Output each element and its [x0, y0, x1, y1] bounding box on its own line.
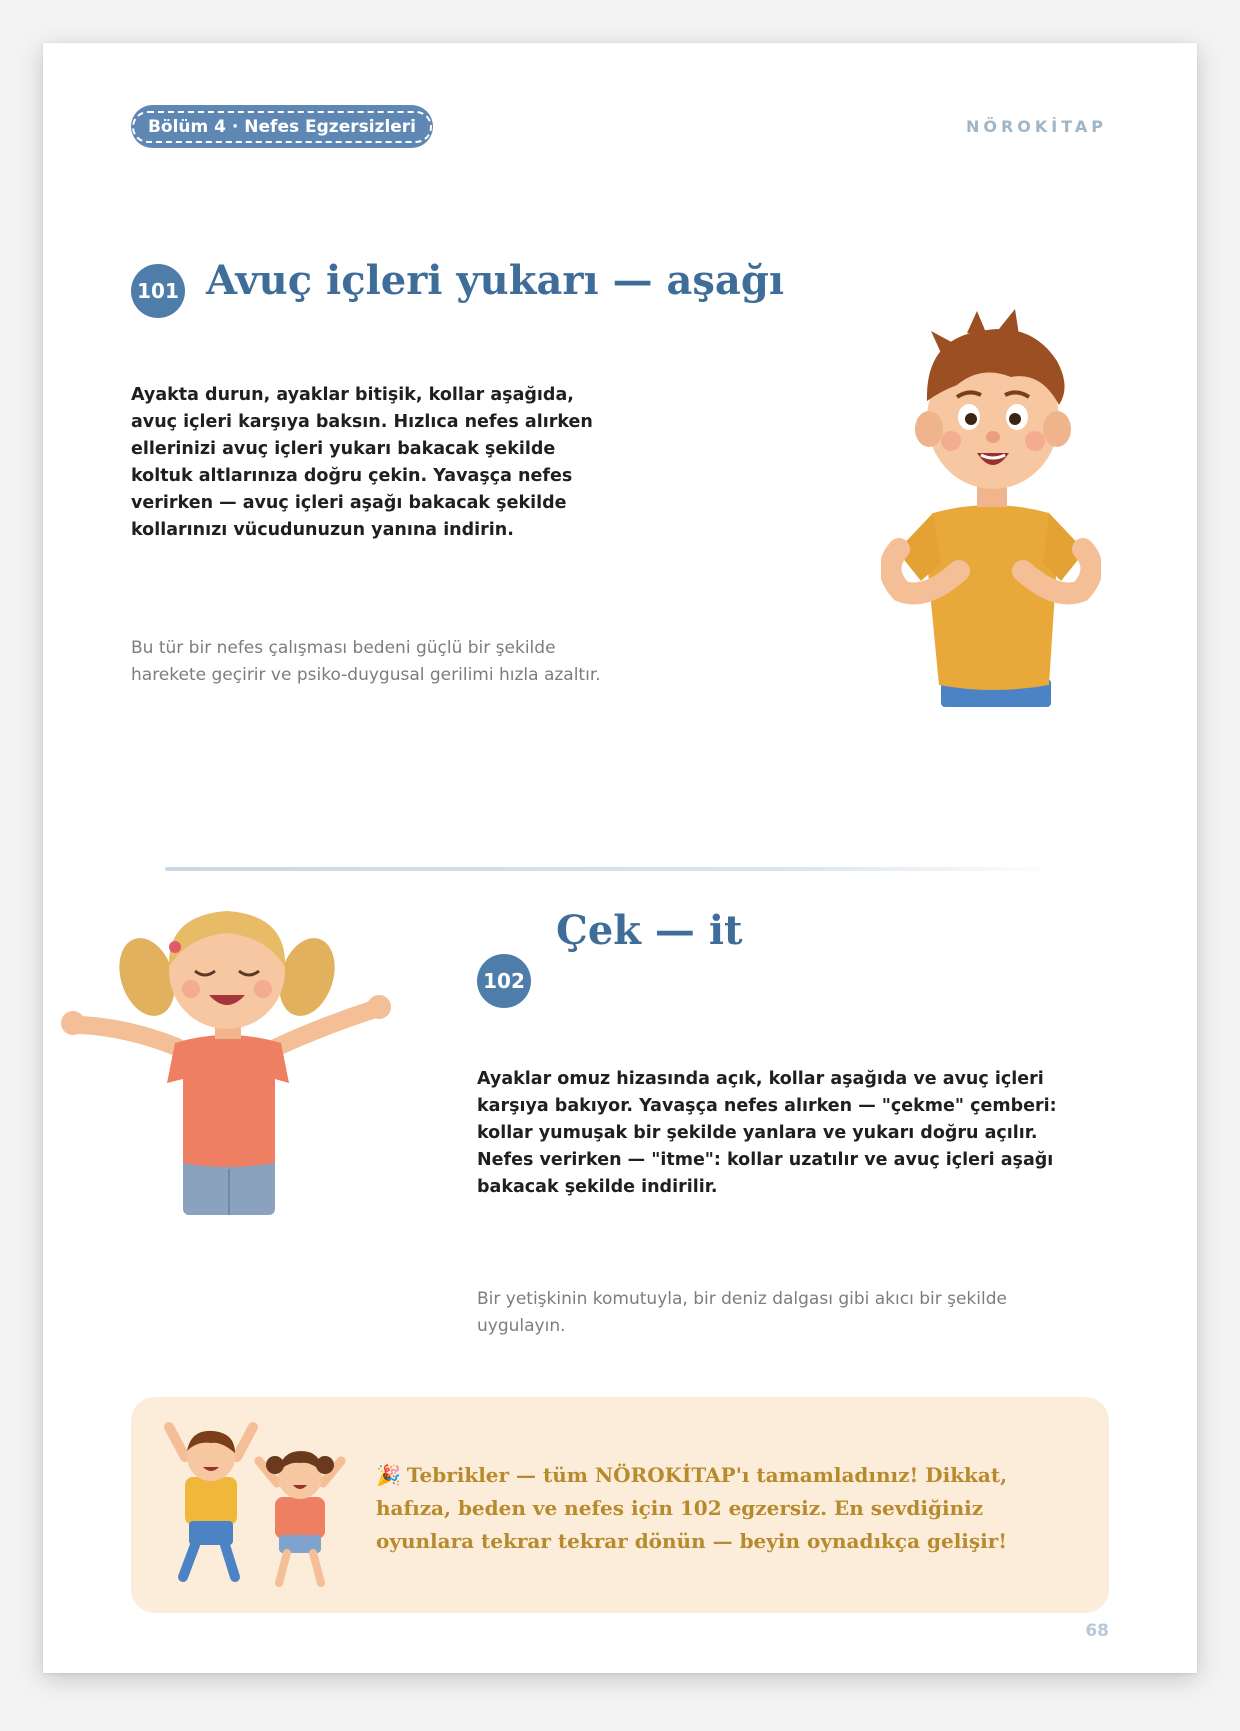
chapter-badge: [131, 105, 433, 148]
exercise-description: Ayakta durun, ayaklar bitişik, kollar aşağıda, avuç içleri karşıya baksın. Hızlıca nefes alırken ellerinizi avuç içleri yukarı bakacak şekilde koltuk altlarınıza doğru çekin. Yavaşça nefes verirken — avuç içleri aşağı bakacak şekilde kollarınızı vücudunuzun yanına indirin.: [131, 385, 593, 540]
exercise-title: Çek — it: [556, 907, 743, 954]
congrats-box: [131, 1397, 1109, 1613]
book-page: [43, 43, 1197, 1673]
exercise-title: Avuç içleri yukarı — aşağı: [206, 257, 785, 304]
chapter-label: Bölüm 4 · Nefes Egzersizleri: [132, 111, 432, 143]
exercise-number-badge: 101: [131, 264, 185, 318]
congrats-message: [376, 1459, 1056, 1558]
brand-name: NÖROKİTAP: [965, 117, 1107, 136]
girl-illustration: [57, 907, 397, 1217]
exercise-note: Bu tür bir nefes çalışması bedeni güçlü bir şekilde harekete geçirir ve psiko-duygusal gerilimi hızla azaltır.: [131, 638, 601, 685]
party-popper-icon: 🎉: [376, 1463, 401, 1487]
exercise-note: Bir yetişkinin komutuyla, bir deniz dalgası gibi akıcı bir şekilde uygulayın.: [477, 1289, 1007, 1336]
jumping-kids-illustration: [155, 1417, 355, 1597]
page-number: 68: [1085, 1621, 1109, 1641]
exercise-description: Ayaklar omuz hizasında açık, kollar aşağıda ve avuç içleri karşıya bakıyor. Yavaşça nefes alırken — "çekme" çemberi: kollar yumuşak bir şekilde yanlara ve yukarı doğru açılır. Nefes verirken — "itme": kollar uzatılır ve avuç içleri aşağı bakacak şekilde indirilir.: [477, 1069, 1057, 1197]
section-divider: [165, 867, 1065, 871]
boy-illustration: [881, 301, 1101, 711]
exercise-number-badge: 102: [477, 954, 531, 1008]
congrats-text: Tebrikler — tüm NÖROKİTAP'ı tamamladınız! Dikkat, hafıza, beden ve nefes için 102 egzersiz. En sevdiğiniz oyunlara tekrar tekrar dönün — beyin oynadıkça gelişir!: [376, 1463, 1008, 1553]
